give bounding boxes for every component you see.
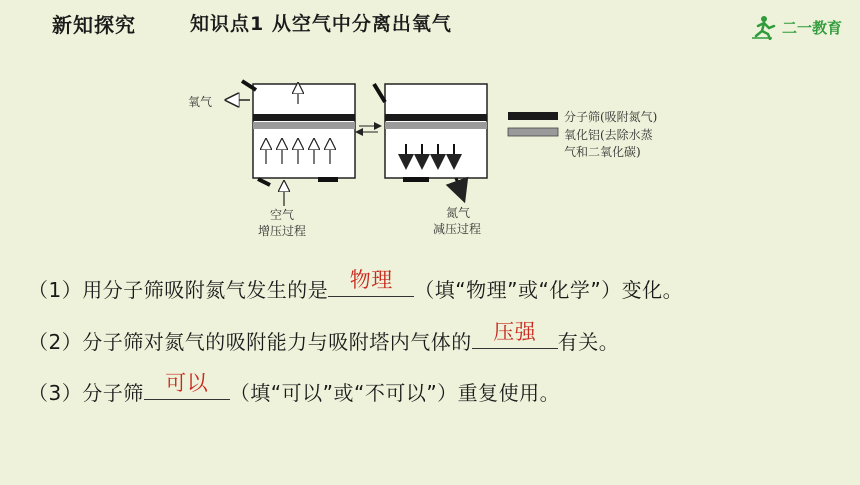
legend-alumina-text: 氧化铝(去除水蒸 <box>564 128 653 142</box>
topic-title: 知识点1 从空气中分离出氧气 <box>190 13 452 35</box>
oxygen-separation-diagram <box>178 74 698 244</box>
answer-blank-2 <box>472 320 558 349</box>
answer-blank-3 <box>144 371 230 400</box>
legend-alumina-text-2: 气和二氧化碳) <box>564 145 641 159</box>
answer-2: 压强 <box>493 320 537 344</box>
nitrogen-label: 氮气 <box>446 206 471 220</box>
section-title: 新知探究 <box>52 13 136 37</box>
question-2-suffix: 有关。 <box>557 330 620 354</box>
answer-3: 可以 <box>165 371 209 395</box>
depressurize-label: 减压过程 <box>433 222 482 236</box>
legend-sieve-text: 分子筛(吸附氮气) <box>564 110 658 124</box>
answer-blank-1 <box>328 268 414 297</box>
question-1-suffix: （填“物理”或“化学”）变化。 <box>414 278 684 302</box>
header <box>0 0 860 46</box>
oxygen-label: 氧气 <box>188 95 213 109</box>
question-1-prefix: （1）用分子筛吸附氮气发生的是 <box>28 278 329 302</box>
question-1 <box>28 268 684 303</box>
question-3 <box>28 371 561 406</box>
question-2-prefix: （2）分子筛对氮气的吸附能力与吸附塔内气体的 <box>28 330 472 354</box>
answer-1: 物理 <box>349 268 393 292</box>
question-3-prefix: （3）分子筛 <box>28 381 144 405</box>
legend-swatch-alumina <box>508 128 558 136</box>
question-2 <box>28 320 620 355</box>
pressurize-label: 增压过程 <box>258 224 307 238</box>
air-label: 空气 <box>270 208 295 222</box>
logo-text: 二一教育 <box>782 19 843 37</box>
legend-swatch-sieve <box>508 112 558 120</box>
question-3-suffix: （填“可以”或“不可以”）重复使用。 <box>229 381 561 405</box>
